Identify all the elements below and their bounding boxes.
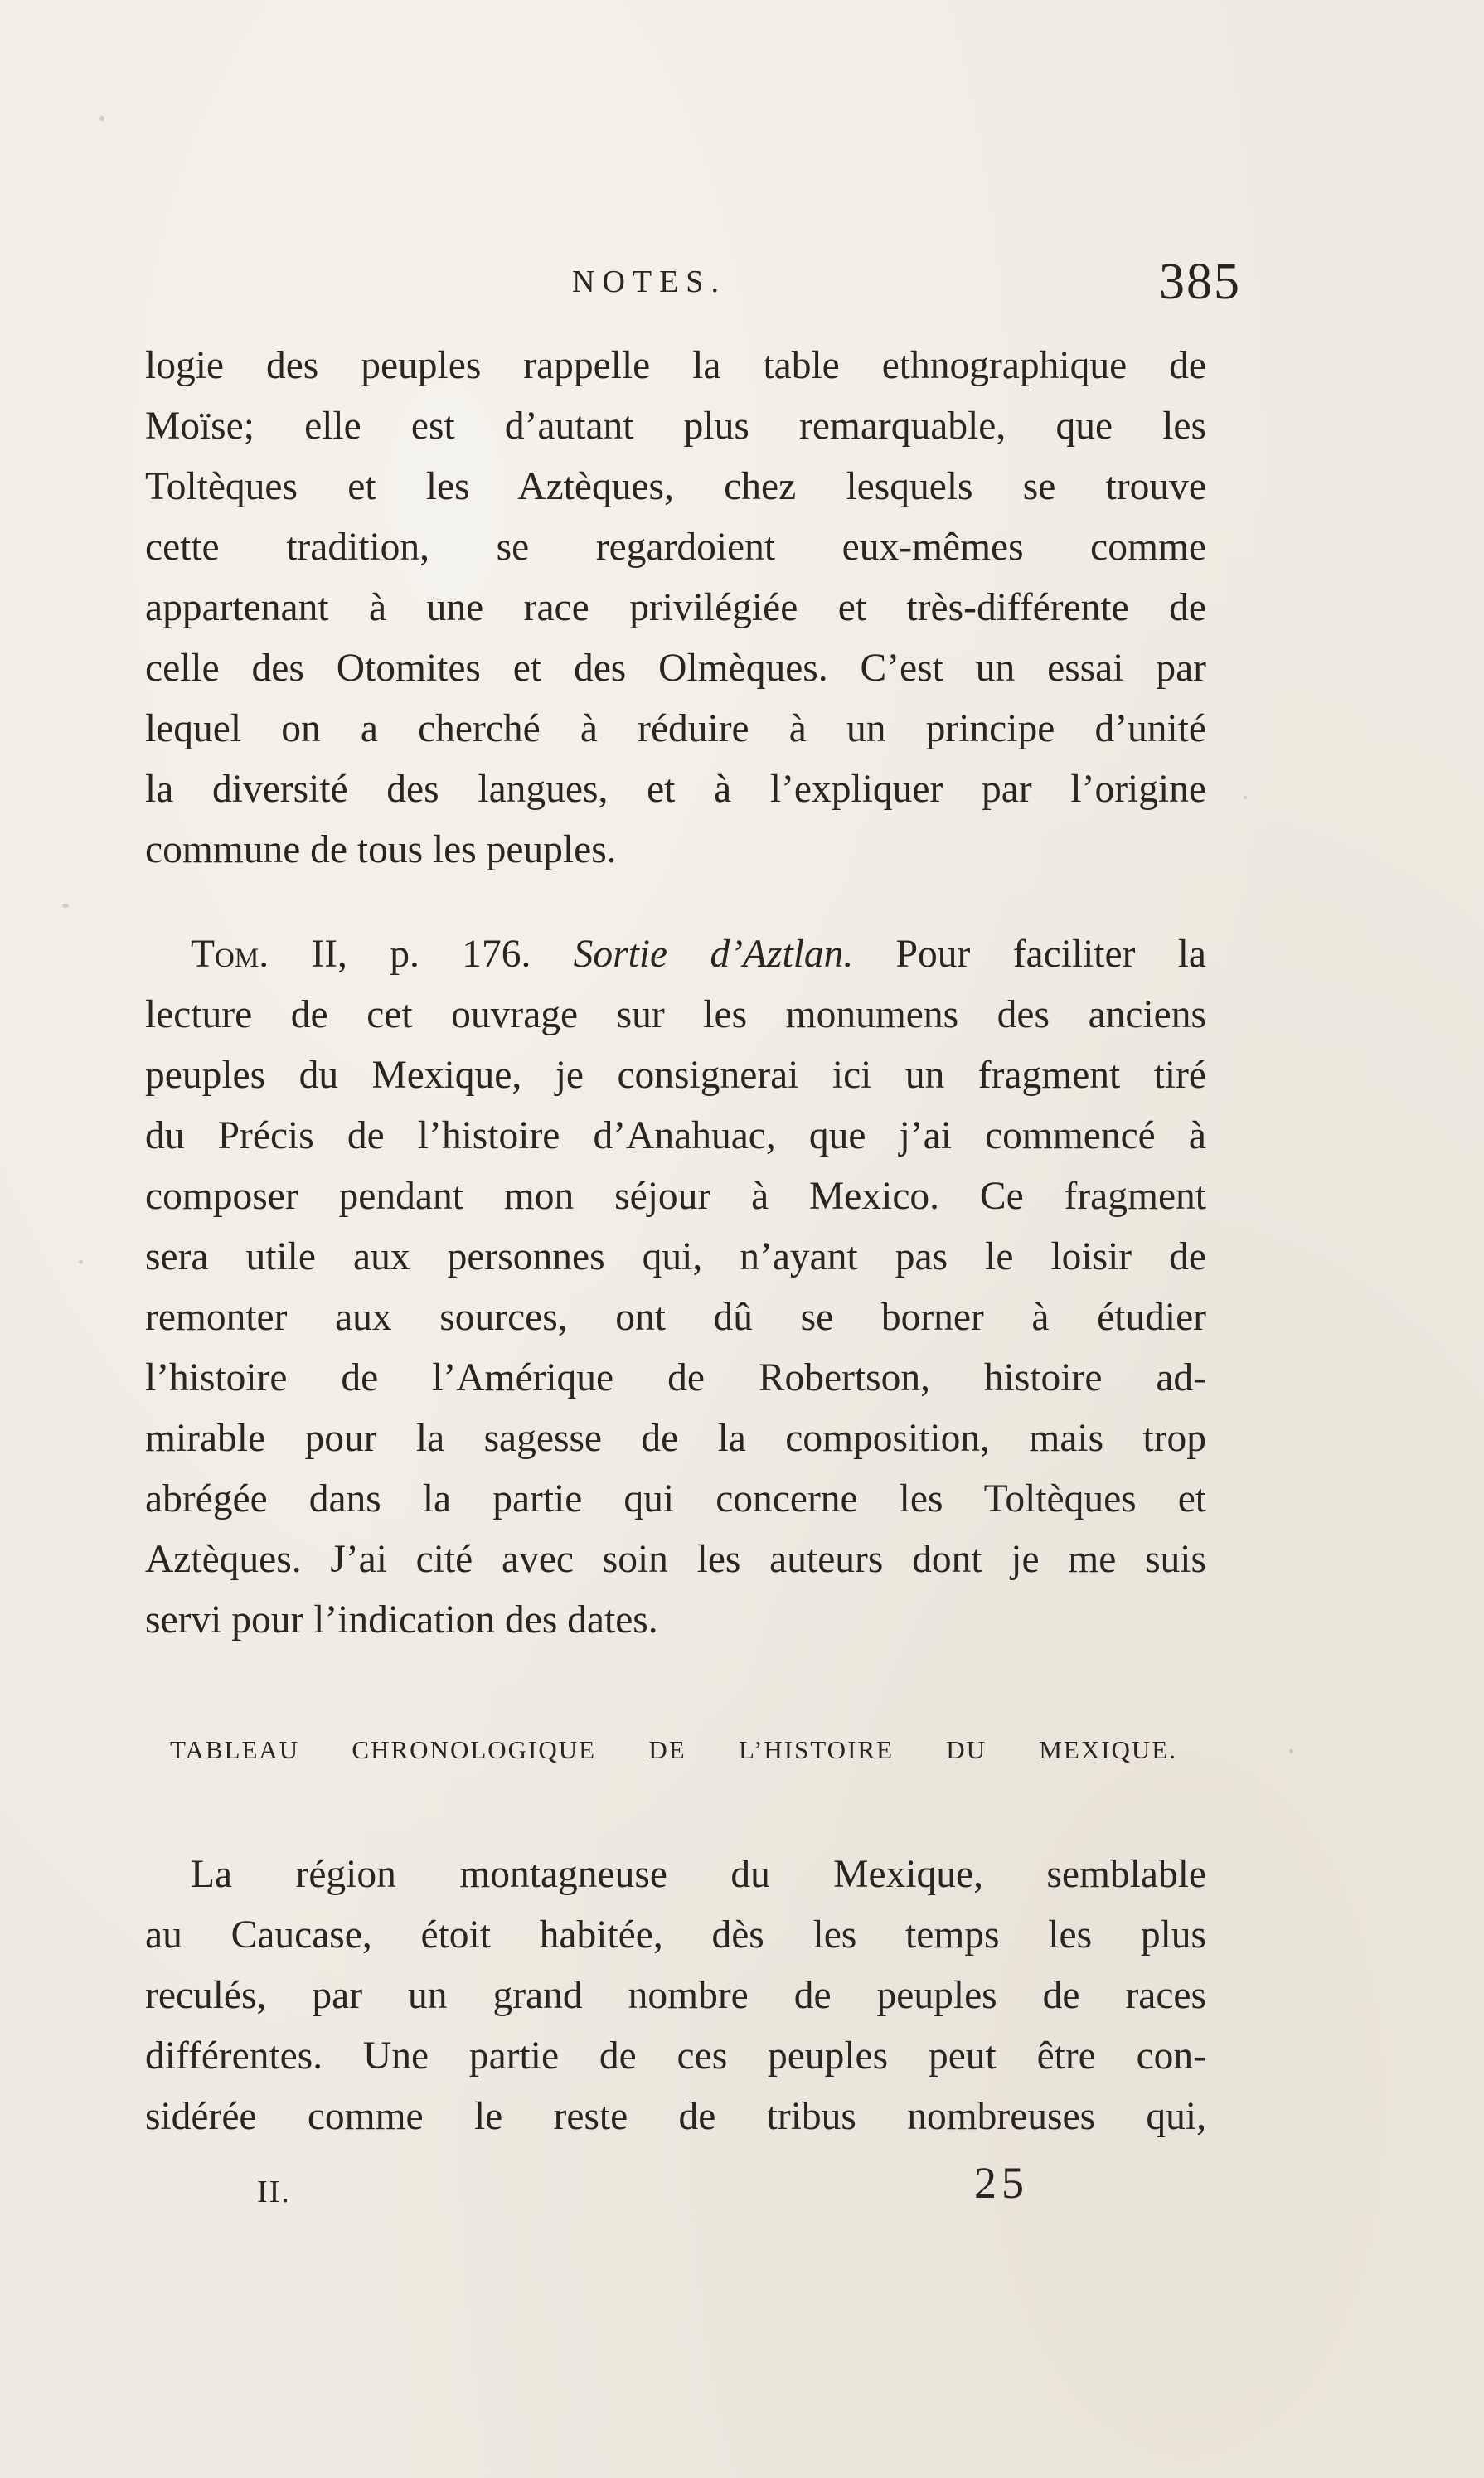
text-line: remonter aux sources, ont dû se borner à étudier	[145, 1296, 1206, 1339]
text-line: composer pendant mon séjour à Mexico. Ce fragment	[145, 1175, 1206, 1218]
signature-mark: II.	[257, 2175, 291, 2209]
paper-speck	[79, 1260, 83, 1264]
paper-speck	[99, 116, 104, 121]
text-line: sera utile aux personnes qui, n’ayant pas le loisir de	[145, 1235, 1206, 1278]
text-line: différentes. Une partie de ces peuples peut être con-	[145, 2034, 1206, 2078]
text-line: servi pour l’indication des dates.	[145, 1598, 658, 1641]
section-heading: TABLEAU CHRONOLOGIQUE DE L’HISTOIRE DU MEXIQUE.	[170, 1735, 1177, 1764]
paper-speck	[62, 904, 69, 908]
text-line: commune de tous les peuples.	[145, 828, 617, 871]
text-line: mirable pour la sagesse de la composition, mais trop	[145, 1417, 1206, 1460]
text-line: l’histoire de l’Amérique de Robertson, histoire ad-	[145, 1356, 1206, 1399]
text-line: Toltèques et les Aztèques, chez lesquels se trouve	[145, 465, 1206, 508]
text-line-first	[145, 924, 1206, 985]
text-line: reculés, par un grand nombre de peuples de races	[145, 1974, 1206, 2017]
text-line: au Caucase, étoit habitée, dès les temps les plus	[145, 1913, 1206, 1957]
text-line: appartenant à une race privilégiée et très-différente de	[145, 586, 1206, 629]
text-line: la diversité des langues, et à l’expliquer par l’origine	[145, 768, 1206, 811]
text-line: lecture de cet ouvrage sur les monumens des anciens	[145, 993, 1206, 1036]
text-line: du Précis de l’histoire d’Anahuac, que j’ai commencé à	[145, 1114, 1206, 1157]
text-fragment: Pour faciliter la	[853, 933, 1206, 976]
reference: II, p. 176.	[269, 933, 574, 976]
volume-abbreviation: Tom.	[191, 933, 269, 976]
text-line: celle des Otomites et des Olmèques. C’est un essai par	[145, 647, 1206, 690]
text-line: La région montagneuse du Mexique, semblable	[191, 1853, 1206, 1896]
text-line: cette tradition, se regardoient eux-mêmes comme	[145, 526, 1206, 569]
text-line: abrégée dans la partie qui concerne les Toltèques et	[145, 1477, 1206, 1520]
note-title: Sortie d’Aztlan.	[573, 933, 854, 976]
paragraph-3	[145, 1845, 1206, 2147]
paper-speck	[1289, 1749, 1293, 1753]
paper-speck	[1244, 796, 1247, 799]
sheet-number: 25	[974, 2158, 1029, 2208]
running-title: NOTES.	[572, 264, 726, 299]
text-line: peuples du Mexique, je consignerai ici un fragment tiré	[145, 1054, 1206, 1097]
paragraph-1	[145, 336, 1206, 880]
text-line: Aztèques. J’ai cité avec soin les auteurs dont je me suis	[145, 1538, 1206, 1581]
text-line: lequel on a cherché à réduire à un principe d’unité	[145, 707, 1206, 750]
text-line: logie des peuples rappelle la table ethnographique de	[145, 344, 1206, 387]
page-number: 385	[1159, 254, 1241, 310]
text-line: Moïse; elle est d’autant plus remarquable, que les	[145, 405, 1206, 448]
paragraph-2	[145, 924, 1206, 1651]
text-line: sidérée comme le reste de tribus nombreuses qui,	[145, 2095, 1206, 2138]
